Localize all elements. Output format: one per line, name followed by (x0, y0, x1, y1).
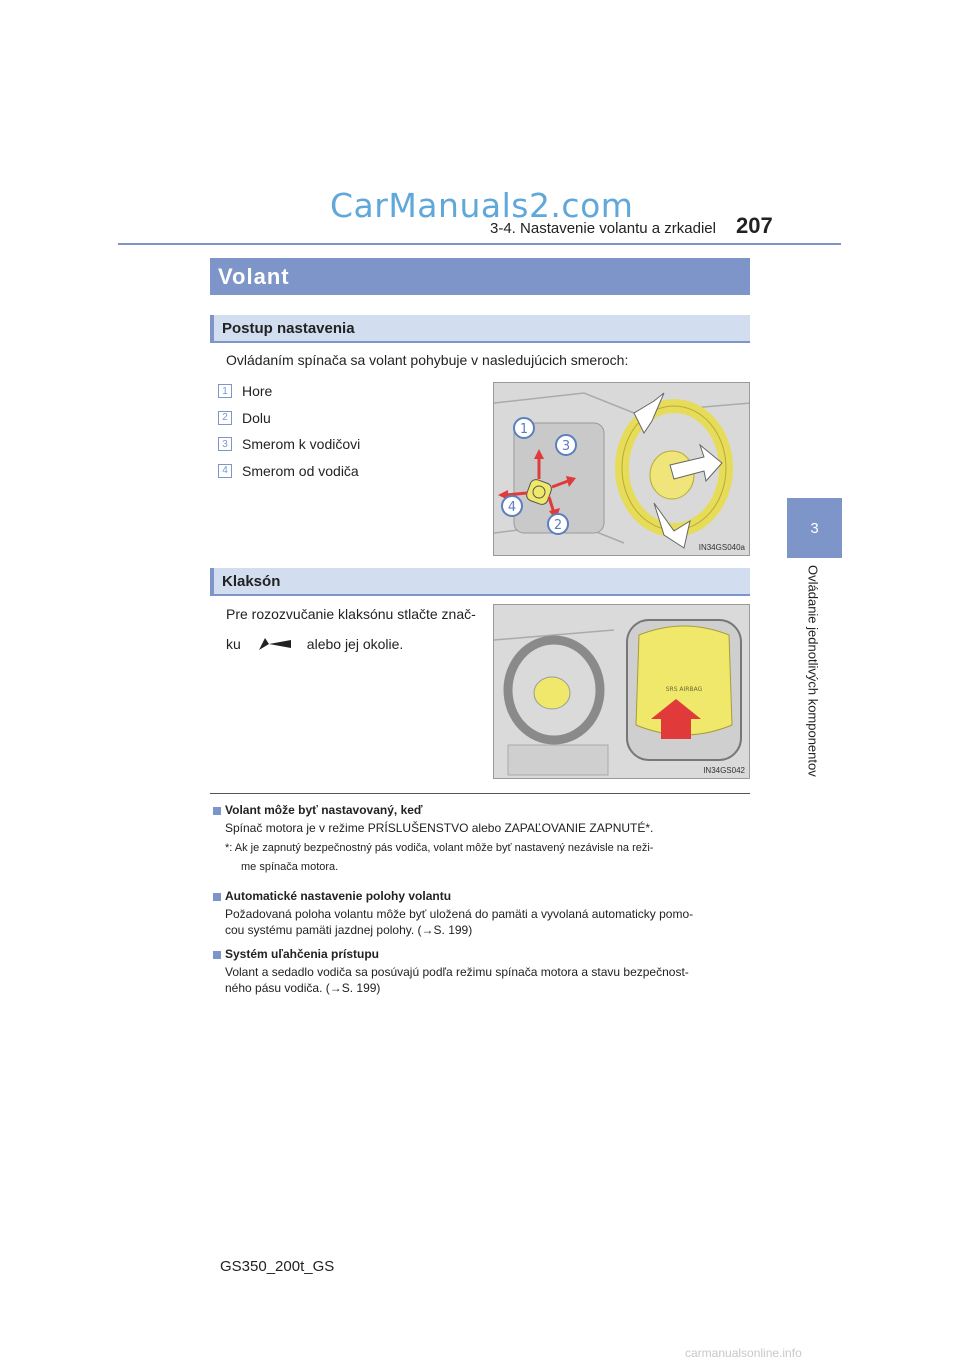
notes-divider (210, 793, 750, 794)
section-heading-text: Klaksón (222, 572, 281, 590)
note-body: Požadovaná poloha volantu môže byť uložená do pamäti a vyvolaná automaticky pomo- (225, 907, 694, 921)
item-number: 4 (218, 464, 232, 478)
note-block (213, 889, 753, 938)
item-label: Smerom k vodičovi (242, 436, 361, 452)
bullet-icon (213, 951, 221, 959)
note-heading-text: Systém uľahčenia prístupu (225, 947, 379, 961)
horn-text-line1: Pre rozozvučanie klaksónu stlačte znač- (226, 606, 476, 622)
chapter-label: Ovládanie jednotlivých komponentov (805, 565, 821, 777)
note-footnote: *: Ak je zapnutý bezpečnostný pás vodiča, volant môže byť nastavený nezávisle na reži- (225, 842, 654, 854)
note-body: ného pásu vodiča. (→S. 199) (225, 981, 381, 995)
header-rule (118, 243, 841, 245)
svg-text:1: 1 (519, 422, 529, 437)
illustration-code: IN34GS042 (703, 766, 745, 775)
adjust-intro: Ovládaním spínača sa volant pohybuje v nasledujúcich smeroch: (226, 352, 629, 368)
item-number: 2 (218, 411, 232, 425)
steering-adjust-illustration (493, 382, 750, 556)
svg-text:3: 3 (561, 439, 571, 454)
note-block (213, 803, 753, 875)
note-heading-text: Volant môže byť nastavovaný, keď (225, 803, 423, 817)
list-item (218, 381, 360, 401)
footer-model-code: GS350_200t_GS (220, 1258, 335, 1275)
note-block (213, 947, 753, 996)
note-heading (213, 889, 753, 903)
item-label: Hore (242, 383, 273, 399)
airbag-label: SRS AIRBAG (665, 686, 703, 693)
page-number: 207 (736, 213, 773, 238)
list-item (218, 434, 360, 454)
horn-illustration (493, 604, 750, 779)
section-heading-text: Postup nastavenia (222, 319, 355, 337)
list-item (218, 408, 360, 428)
item-number: 3 (218, 437, 232, 451)
section-heading-adjust (210, 315, 750, 343)
item-label: Dolu (242, 409, 271, 426)
item-number: 1 (218, 384, 232, 398)
chapter-number: 3 (810, 519, 819, 537)
steering-adjust-drawing (494, 383, 750, 556)
illustration-code: IN34GS040a (698, 543, 745, 552)
watermark-top: CarManuals2.com (330, 186, 634, 225)
note-body: cou systému pamäti jazdnej polohy. (→S. 199) (225, 923, 473, 937)
horn-drawing (494, 605, 750, 779)
section-heading-horn (210, 568, 750, 596)
page-title: Volant (210, 258, 750, 295)
bullet-icon (213, 807, 221, 815)
horn-text-line2 (226, 634, 403, 654)
svg-text:4: 4 (507, 500, 517, 515)
horn-icon (255, 634, 295, 654)
svg-text:2: 2 (553, 518, 563, 533)
header-section-title: 3-4. Nastavenie volantu a zrkadiel (490, 220, 716, 237)
note-footnote: me spínača motora. (241, 861, 339, 873)
horn-text-b: alebo jej okolie. (306, 636, 404, 652)
horn-text-a: ku (226, 636, 241, 652)
item-label: Smerom od vodiča (242, 462, 359, 479)
note-body: Volant a sedadlo vodiča sa posúvajú podľa režimu spínača motora a stavu bezpečnost- (225, 965, 689, 979)
direction-list (218, 381, 360, 481)
bullet-icon (213, 893, 221, 901)
note-heading-text: Automatické nastavenie polohy volantu (225, 889, 452, 903)
watermark-bottom: carmanualsonline.info (685, 1346, 802, 1360)
note-heading (213, 947, 753, 961)
list-item (218, 461, 360, 481)
chapter-tab (787, 498, 842, 558)
note-body: Spínač motora je v režime PRÍSLUŠENSTVO alebo ZAPAĽOVANIE ZAPNUTÉ*. (225, 821, 654, 835)
note-heading (213, 803, 753, 817)
